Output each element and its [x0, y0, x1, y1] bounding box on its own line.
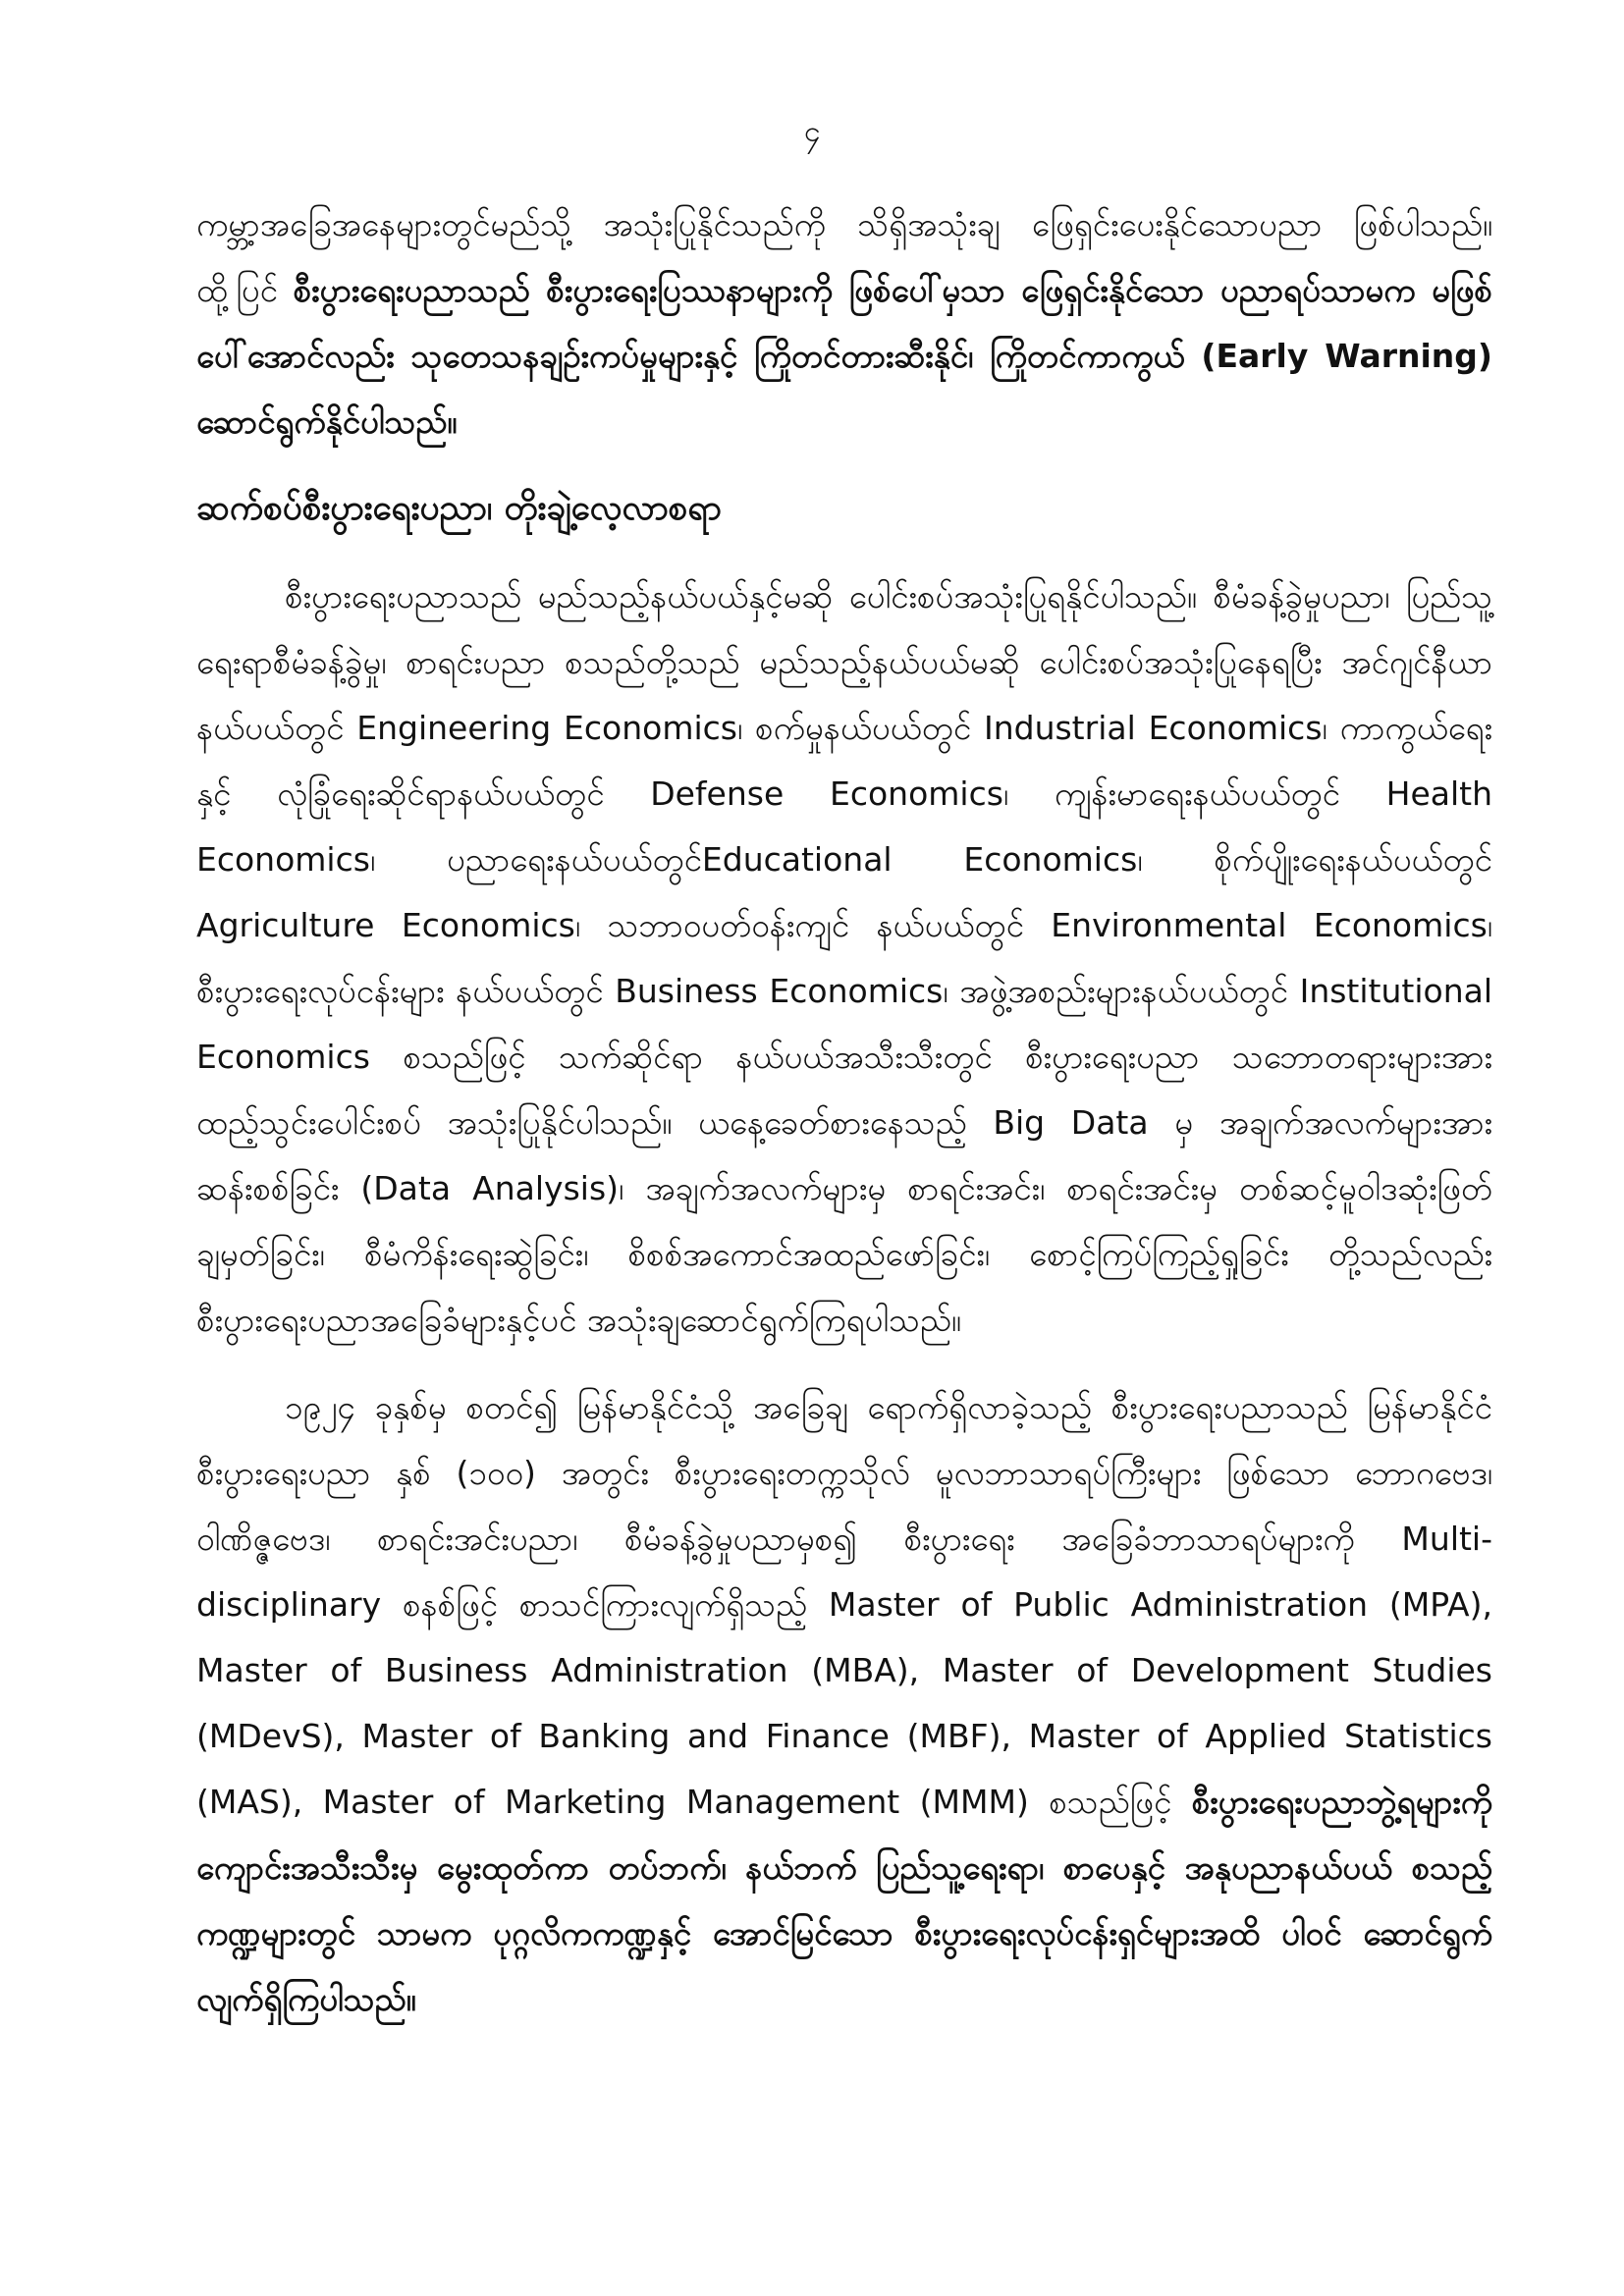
paragraph-intro-bold: စီးပွားရေးပညာသည် စီးပွားရေးပြဿနာများကို ဖြစ်ပေါ်မှသာ ဖြေရှင်းနိုင်သော ပညာရပ်သာမက မဖြစ်ပေါ်အောင်လည်း သုတေသနချဉ်းကပ်မှုများနှင့် ကြိုတင်တားဆီးနိုင်၊ ကြိုတင်ကာကွယ် (Early Warning) ဆောင်ရွက်နိုင်ပါသည်။ — [196, 271, 1492, 441]
page-number: ၄ — [803, 115, 821, 149]
paragraph-intro-text: ကမ္ဘာ့အခြေအနေများတွင်မည်သို့ အသုံးပြုနိုင်သည်ကို သိရှိအသုံးချ ဖြေရှင်းပေးနိုင်သောပညာ ဖြစ်ပါသည်။ ထို့ပြင် — [196, 205, 1492, 309]
section-heading: ဆက်စပ်စီးပွားရေးပညာ၊ တိုးချဲ့လေ့လာစရာ — [196, 489, 722, 528]
page-content — [196, 191, 1492, 2054]
paragraph-history-bold: စီးပွားရေးပညာဘွဲ့ရများကို ကျောင်းအသီးသီးမှ မွေးထုတ်ကာ တပ်ဘက်၊ နယ်ဘက် ပြည်သူ့ရေးရာ၊ စာပေနှင့် အနုပညာနယ်ပယ် စသည့် ကဏ္ဍများတွင် သာမက ပုဂ္ဂလိကကဏ္ဍနှင့် အောင်မြင်သော စီးပွားရေးလုပ်ငန်းရှင်များအထိ ပါဝင် ဆောင်ရွက်လျက်ရှိကြပါသည်။ — [196, 1783, 1492, 2018]
paragraph-history-text: ၁၉၂၄ ခုနှစ်မှ စတင်၍ မြန်မာနိုင်ငံသို့ အခြေချ ရောက်ရှိလာခဲ့သည့် စီးပွားရေးပညာသည် မြန်မာနိုင်ငံ စီးပွားရေးပညာ နှစ် (၁၀၀) အတွင်း စီးပွားရေးတက္ကသိုလ် မူလဘာသာရပ်ကြီးများ ဖြစ်သော ဘောဂဗေဒ၊ ဝါဏိဇ္ဇဗေဒ၊ စာရင်းအင်းပညာ၊ စီမံခန့်ခွဲမှုပညာမှစ၍ စီးပွားရေး အခြေခံဘာသာရပ်များကို Multi-disciplinary စနစ်ဖြင့် စာသင်ကြားလျက်ရှိသည့် Master of Public Administration (MPA), Master of Business Administration (MBA), Master of Development Studies (MDevS), Master of Banking and Finance (MBF), Master of Applied Statistics (MAS), Master of Marketing Management (MMM) စသည်ဖြင့် — [196, 1388, 1492, 1821]
paragraph-intro — [196, 191, 1492, 454]
paragraph-history — [196, 1374, 1492, 2032]
paragraph-related-fields: စီးပွားရေးပညာသည် မည်သည့်နယ်ပယ်နှင့်မဆို ပေါင်းစပ်အသုံးပြုရနိုင်ပါသည်။ စီမံခန့်ခွဲမှုပညာ၊ ပြည်သူ့ရေးရာစီမံခန့်ခွဲမှု၊ စာရင်းပညာ စသည်တို့သည် မည်သည့်နယ်ပယ်မဆို ပေါင်းစပ်အသုံးပြုနေရပြီး အင်ဂျင်နီယာနယ်ပယ်တွင် Engineering Economics၊ စက်မှုနယ်ပယ်တွင် Industrial Economics၊ ကာကွယ်ရေးနှင့် လုံခြုံရေးဆိုင်ရာနယ်ပယ်တွင် Defense Economics၊ ကျန်းမာရေးနယ်ပယ်တွင် Health Economics၊ ပညာရေးနယ်ပယ်တွင်Educational Economics၊ စိုက်ပျိုးရေးနယ်ပယ်တွင် Agriculture Economics၊ သဘာဝပတ်ဝန်းကျင် နယ်ပယ်တွင် Environmental Economics၊ စီးပွားရေးလုပ်ငန်းများ နယ်ပယ်တွင် Business Economics၊ အဖွဲ့အစည်းများနယ်ပယ်တွင် Institutional Economics စသည်ဖြင့် သက်ဆိုင်ရာ နယ်ပယ်အသီးသီးတွင် စီးပွားရေးပညာ သဘောတရားများအား ထည့်သွင်းပေါင်းစပ် အသုံးပြုနိုင်ပါသည်။ ယနေ့ခေတ်စားနေသည့် Big Data မှ အချက်အလက်များအား ဆန်းစစ်ခြင်း (Data Analysis)၊ အချက်အလက်များမှ စာရင်းအင်း၊ စာရင်းအင်းမှ တစ်ဆင့်မူဝါဒဆုံးဖြတ်ချမှတ်ခြင်း၊ စီမံကိန်းရေးဆွဲခြင်း၊ စိစစ်အကောင်အထည်ဖော်ခြင်း၊ စောင့်ကြပ်ကြည့်ရှုခြင်း တို့သည်လည်း စီးပွားရေးပညာအခြေခံများနှင့်ပင် အသုံးချဆောင်ရွက်ကြရပါသည်။ — [196, 577, 1492, 1339]
